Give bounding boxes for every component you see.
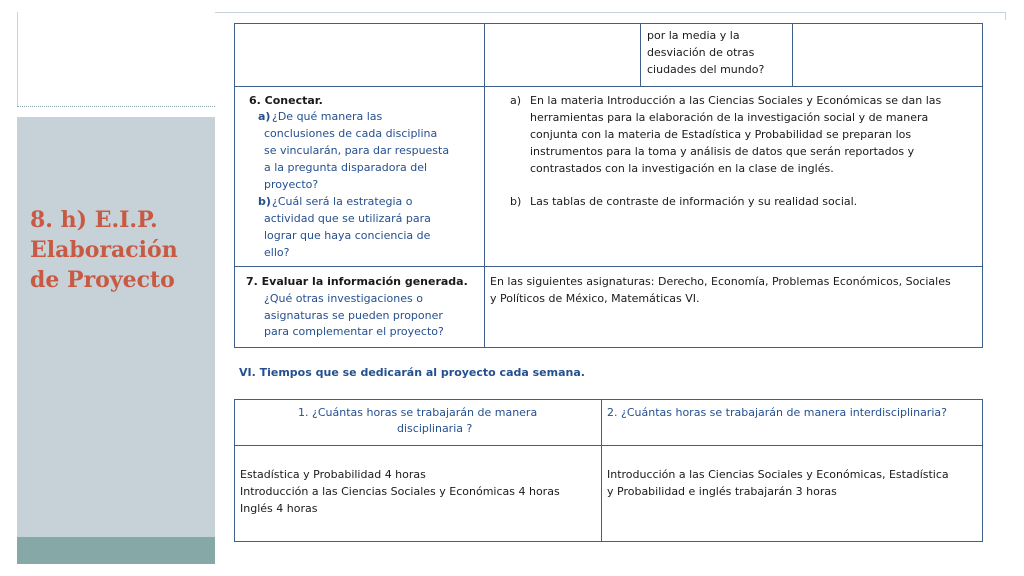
conectar-a-line-2: conclusiones de cada disciplina (264, 127, 438, 140)
hours-a2-line-1: Introducción a las Ciencias Sociales y Económicas, Estadística (607, 468, 949, 481)
conectar-heading: 6. Conectar. (249, 94, 323, 107)
hours-a1-line-3: Inglés 4 horas (240, 502, 318, 515)
conectar-b-line-1: ¿Cuál será la estrategia o (272, 195, 413, 208)
conectar-response-a-line-4: instrumentos para la toma y análisis de datos que serán reportados y (530, 145, 915, 158)
conectar-response-a-line-3: conjunta con la materia de Estadística y Probabilidad se preparan los (530, 128, 912, 141)
slide-title-line-1: 8. h) E.I.P. (30, 207, 158, 233)
conectar-a-line-1: ¿De qué manera las (272, 110, 383, 123)
hours-a1-line-2: Introducción a las Ciencias Sociales y Económicas 4 horas (240, 485, 560, 498)
section-vi-heading: VI. Tiempos que se dedicarán al proyecto cada semana. (239, 366, 585, 379)
slide-title-line-3: de Proyecto (30, 267, 175, 293)
conectar-b-line-4: ello? (264, 246, 290, 259)
hours-a2-line-2: y Probabilidad e inglés trabajarán 3 horas (607, 485, 837, 498)
media-text-line-1: por la media y la (647, 29, 740, 42)
conectar-response-a-line-2: herramientas para la elaboración de la investigación social y de manera (530, 111, 929, 124)
table-top-cell-2 (484, 23, 641, 87)
evaluar-question-line-3: para complementar el proyecto? (264, 325, 444, 338)
media-text-line-3: ciudades del mundo? (647, 63, 765, 76)
conectar-b-line-3: lograr que haya conciencia de (264, 229, 431, 242)
conectar-response-a-line-5: contrastados con la investigación en la clase de inglés. (530, 162, 834, 175)
slide-title-line-2: Elaboración (30, 237, 178, 263)
conectar-response-a-line-1: En la materia Introducción a las Ciencias Sociales y Económicas se dan las (530, 94, 942, 107)
conectar-a-label: a) (258, 110, 271, 123)
evaluar-response-line-2: y Políticos de México, Matemáticas VI. (490, 292, 700, 305)
conectar-a-line-4: a la pregunta disparadora del (264, 161, 428, 174)
table-top-cell-1 (234, 23, 485, 87)
hours-q2: 2. ¿Cuántas horas se trabajarán de manera interdisciplinaria? (607, 406, 947, 419)
conectar-b-label: b) (258, 195, 271, 208)
hours-q1-line-1: 1. ¿Cuántas horas se trabajarán de manera (298, 406, 538, 419)
table-top-cell-4 (792, 23, 983, 87)
conectar-response-b-label: b) (510, 195, 522, 208)
conectar-response-b-line-1: Las tablas de contraste de información y su realidad social. (530, 195, 858, 208)
hours-q1-line-2: disciplinaria ? (397, 422, 473, 435)
evaluar-question-line-1: ¿Qué otras investigaciones o (264, 292, 423, 305)
evaluar-heading: 7. Evaluar la información generada. (246, 275, 468, 288)
hours-a1-line-1: Estadística y Probabilidad 4 horas (240, 468, 426, 481)
evaluar-question-line-2: asignaturas se pueden proponer (264, 309, 443, 322)
conectar-b-line-2: actividad que se utilizará para (264, 212, 431, 225)
conectar-a-line-3: se vincularán, para dar respuesta (264, 144, 450, 157)
media-text-line-2: desviación de otras (647, 46, 755, 59)
conectar-a-line-5: proyecto? (264, 178, 319, 191)
evaluar-response-line-1: En las siguientes asignaturas: Derecho, Economía, Problemas Económicos, Sociales (490, 275, 951, 288)
conectar-response-a-label: a) (510, 94, 522, 107)
